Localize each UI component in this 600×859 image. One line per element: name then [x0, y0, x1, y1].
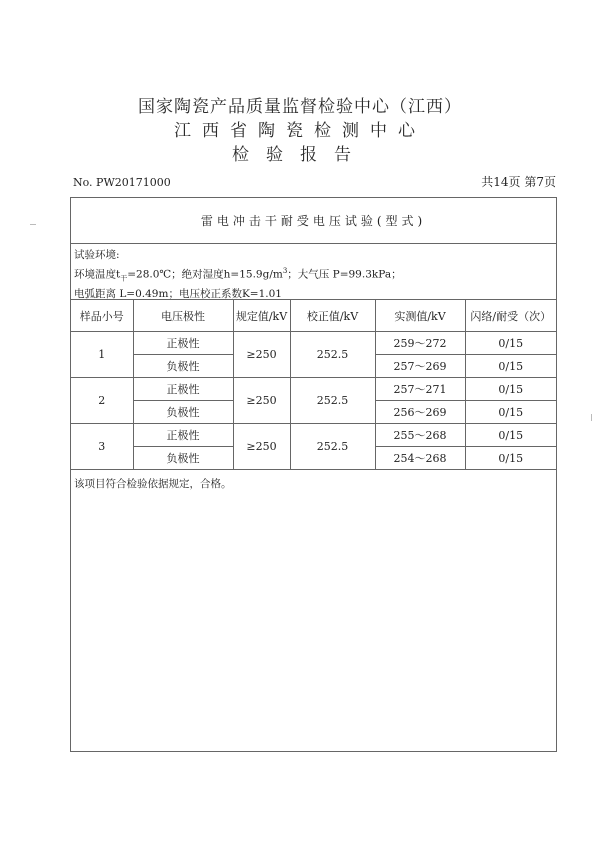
temperature-value: =28.0℃； [127, 268, 182, 280]
measured-value-cell: 255～268 [375, 424, 465, 447]
page-count: 共14页 第7页 [481, 175, 556, 189]
section-title: 雷电冲击干耐受电压试验(型式) [71, 198, 556, 244]
measured-value-cell: 259～272 [375, 332, 465, 355]
flashover-result-cell: 0/15 [465, 355, 556, 378]
report-frame [70, 197, 557, 752]
column-header: 闪络/耐受（次） [465, 300, 556, 332]
header-province-center: 江西省陶瓷检测中心 [174, 121, 426, 141]
polarity-cell: 正极性 [133, 424, 233, 447]
table-row [71, 424, 556, 447]
environment-conditions [74, 264, 402, 287]
table-row [71, 378, 556, 401]
flashover-result-cell: 0/15 [465, 378, 556, 401]
measured-value-cell: 256～269 [375, 401, 465, 424]
sample-id-cell: 1 [71, 332, 133, 378]
measured-value-cell: 257～269 [375, 355, 465, 378]
conclusion-text: 该项目符合检验依据规定，合格。 [74, 478, 232, 490]
measured-value-cell: 254～268 [375, 447, 465, 470]
flashover-result-cell: 0/15 [465, 424, 556, 447]
corrected-value-cell: 252.5 [290, 332, 375, 378]
spec-value-cell: ≥250 [233, 378, 290, 424]
corrected-value-cell: 252.5 [290, 378, 375, 424]
temperature-subscript: 干 [120, 274, 128, 283]
spec-value-cell: ≥250 [233, 332, 290, 378]
column-header: 规定值/kV [233, 300, 290, 332]
spec-value-cell: ≥250 [233, 424, 290, 470]
polarity-cell: 负极性 [133, 401, 233, 424]
header-report-title: 检验报告 [232, 145, 368, 165]
measured-value-cell: 257～271 [375, 378, 465, 401]
sample-id-cell: 3 [71, 424, 133, 470]
table-header-row [71, 300, 556, 332]
scan-mark [30, 224, 36, 225]
flashover-result-cell: 0/15 [465, 447, 556, 470]
pressure-value: 大气压 P=99.3kPa； [297, 268, 402, 280]
arc-distance: 电弧距离 L=0.49m；电压校正系数K=1.01 [74, 287, 282, 300]
results-table [71, 299, 556, 470]
test-environment [74, 248, 402, 302]
polarity-cell: 负极性 [133, 447, 233, 470]
corrected-value-cell: 252.5 [290, 424, 375, 470]
temperature-label: 环境温度t [74, 268, 121, 280]
table-row [71, 332, 556, 355]
polarity-cell: 负极性 [133, 355, 233, 378]
column-header: 校正值/kV [290, 300, 375, 332]
environment-heading: 试验环境: [74, 249, 120, 261]
polarity-cell: 正极性 [133, 378, 233, 401]
header-center-name: 国家陶瓷产品质量监督检验中心（江西） [138, 97, 462, 117]
humidity-value: 绝对湿度h=15.9g/m [181, 268, 283, 280]
humidity-suffix: ； [287, 268, 298, 280]
humidity-exponent: 3 [282, 266, 288, 275]
scan-mark [591, 414, 592, 421]
sample-id-cell: 2 [71, 378, 133, 424]
polarity-cell: 正极性 [133, 332, 233, 355]
report-number: No. PW20171000 [73, 176, 171, 189]
flashover-result-cell: 0/15 [465, 401, 556, 424]
column-header: 样品小号 [71, 300, 133, 332]
column-header: 实测值/kV [375, 300, 465, 332]
flashover-result-cell: 0/15 [465, 332, 556, 355]
column-header: 电压极性 [133, 300, 233, 332]
